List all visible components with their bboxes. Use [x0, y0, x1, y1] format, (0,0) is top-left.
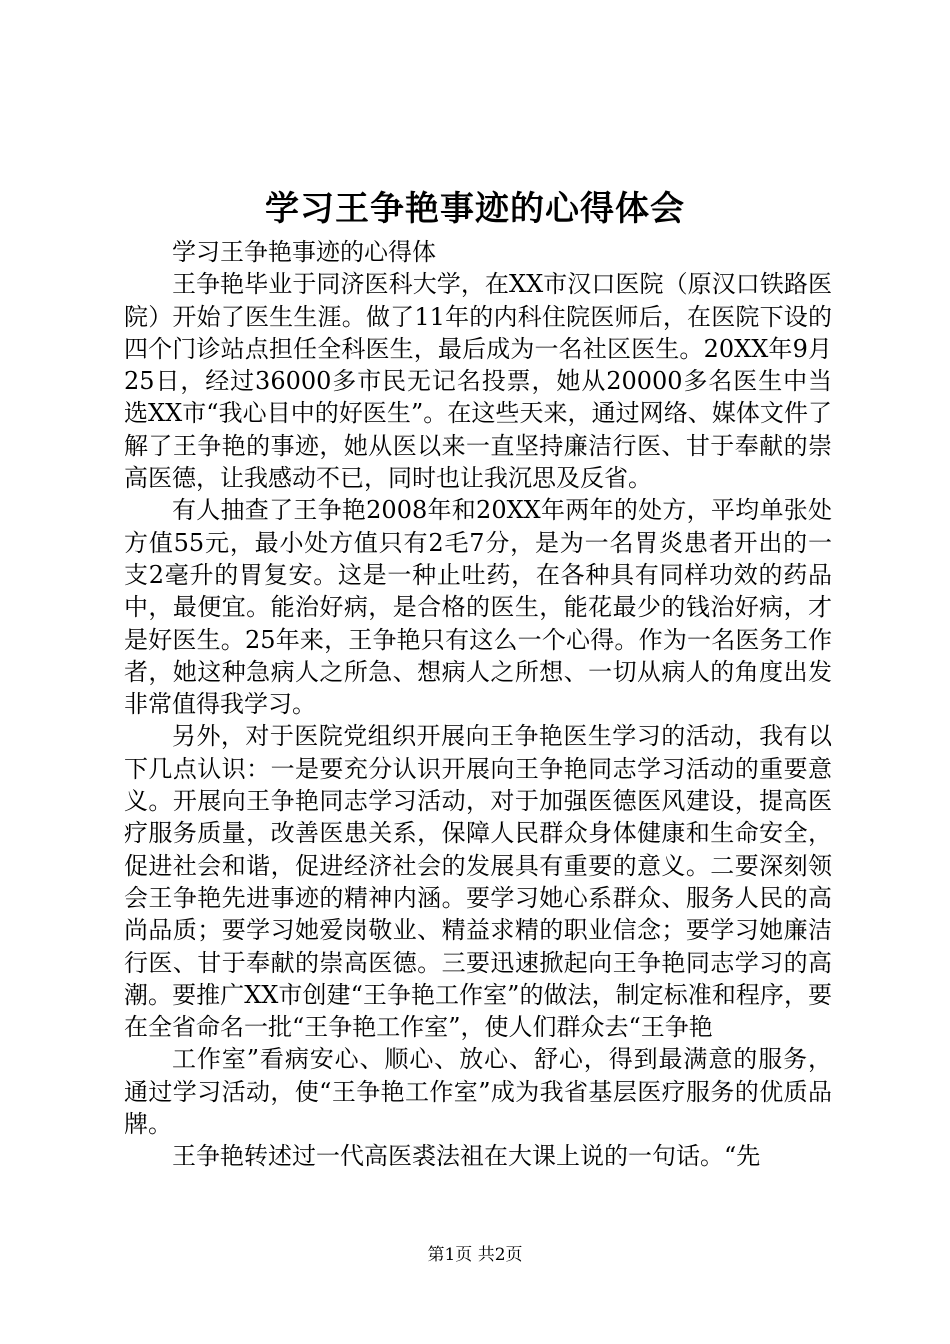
page-number-footer: 第1页 共2页 — [427, 1245, 523, 1265]
document-body — [124, 236, 832, 1173]
paragraph: 王争艳毕业于同济医科大学，在XX市汉口医院（原汉口铁路医院）开始了医生生涯。做了11年的内科住院医师后，在医院下设的四个门诊站点担任全科医生，最后成为一名社区医生。20XX年9月25日，经过36000多市民无记名投票，她从20000多名医生中当选XX市“我心目中的好医生”。在这些天来，通过网络、媒体文件了解了王争艳的事迹，她从医以来一直坚持廉洁行医、甘于奉献的崇高医德，让我感动不已，同时也让我沉思及反省。 — [124, 270, 832, 493]
paragraph: 工作室”看病安心、顺心、放心、舒心，得到最满意的服务，通过学习活动，使“王争艳工作室”成为我省基层医疗服务的优质品牌。 — [124, 1045, 832, 1139]
document-title: 学习王争艳事迹的心得体会 — [265, 189, 685, 229]
paragraph: 王争艳转述过一代高医裘法祖在大课上说的一句话。“先 — [172, 1142, 761, 1171]
paragraph: 另外，对于医院党组织开展向王争艳医生学习的活动，我有以下几点认识：一是要充分认识开展向王争艳同志学习活动的重要意义。开展向王争艳同志学习活动，对于加强医德医风建设，提高医疗服务质量，改善医患关系，保障人民群众身体健康和生命安全，促进社会和谐，促进经济社会的发展具有重要的意义。二要深刻领会王争艳先进事迹的精神内涵。要学习她心系群众、服务人民的高尚品质；要学习她爱岗敬业、精益求精的职业信念；要学习她廉洁行医、甘于奉献的崇高医德。三要迅速掀起向王争艳同志学习的高潮。要推广XX市创建“王争艳工作室”的做法，制定标准和程序，要在全省命名一批“王争艳工作室”，使人们群众去“王争艳 — [124, 722, 832, 1042]
paragraph: 有人抽查了王争艳2008年和20XX年两年的处方，平均单张处方值55元，最小处方值只有2毛7分，是为一名胃炎患者开出的一支2毫升的胃复安。这是一种止吐药，在各种具有同样功效的药品中，最便宜。能治好病，是合格的医生，能花最少的钱治好病，才是好医生。25年来，王争艳只有这么一个心得。作为一名医务工作者，她这种急病人之所急、想病人之所想、一切从病人的角度出发非常值得我学习。 — [124, 496, 832, 719]
paragraph-subtitle: 学习王争艳事迹的心得体 — [172, 238, 436, 266]
